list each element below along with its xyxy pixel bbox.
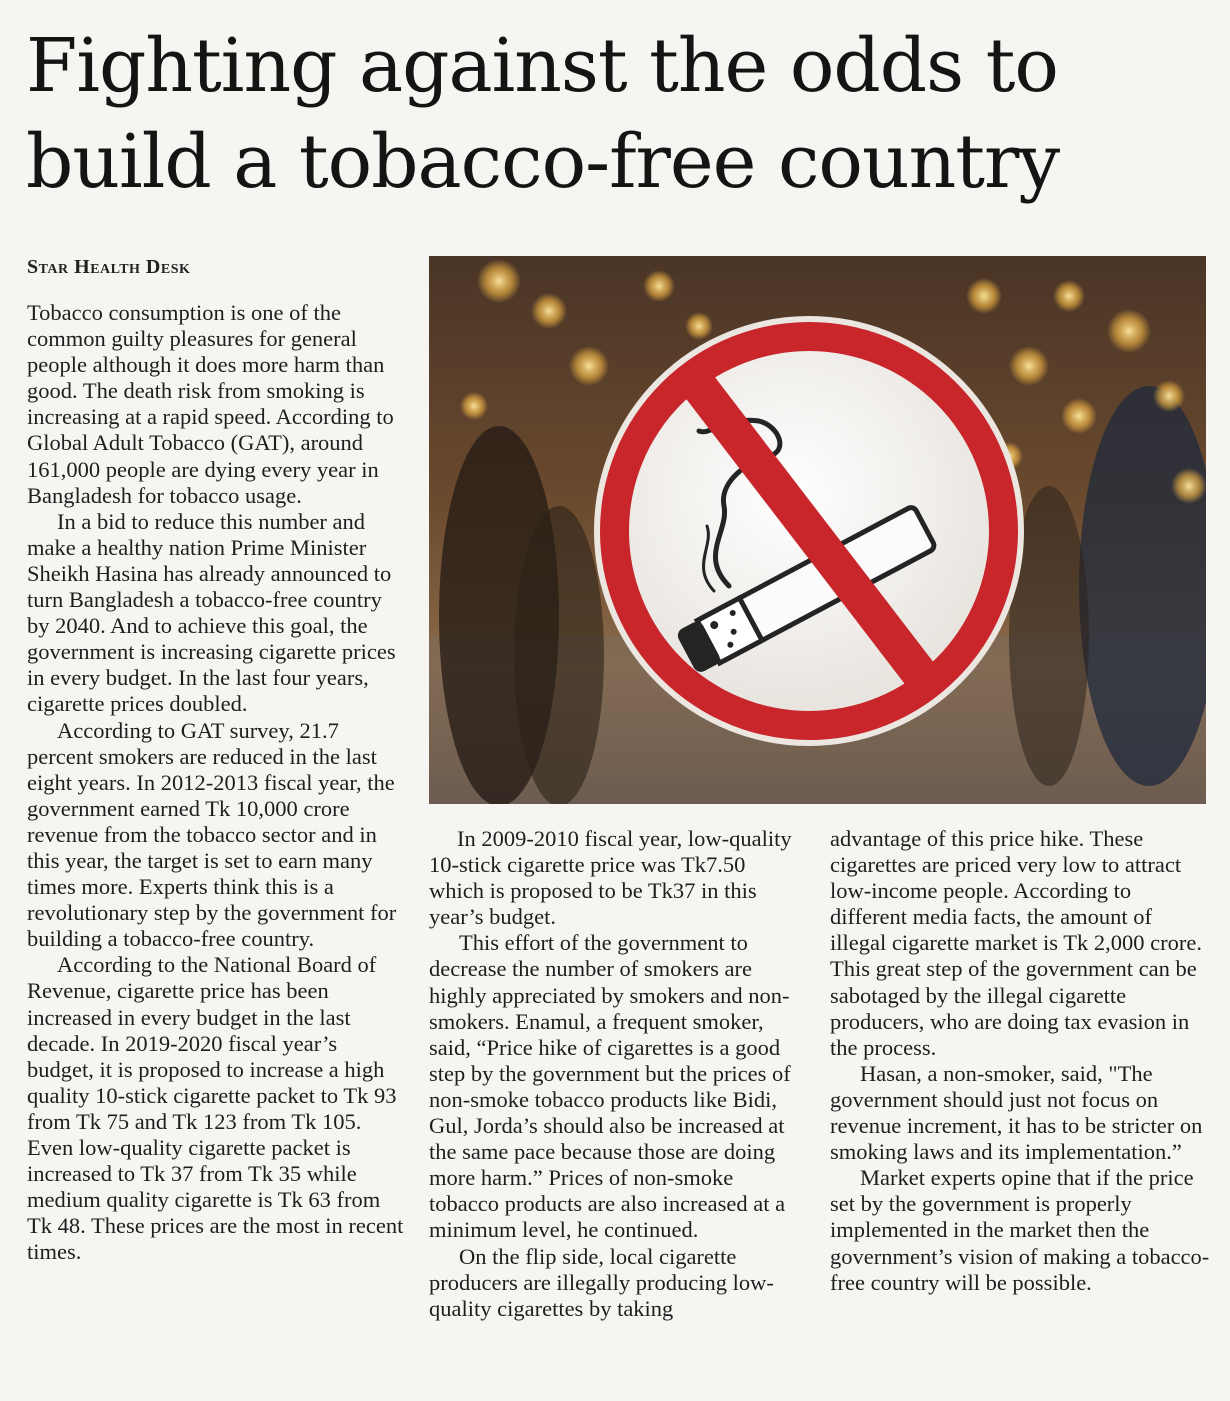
article-column-3 (830, 826, 1210, 1296)
paragraph: According to the National Board of Revenue, cigarette price has been increased in every budget in the last decade. In 2019-2020 fiscal year’s budget, it is proposed to increase a high quality 10-stick cigarette packet to Tk 93 from Tk 75 and Tk 123 from Tk 105. Even low-quality cigarette packet is increased to Tk 37 from Tk 35 while medium quality cigarette is Tk 63 from Tk 48. These prices are the most in recent times. (27, 952, 404, 1265)
headline (26, 18, 1216, 210)
paragraph: Tobacco consumption is one of the common guilty pleasures for general people although it does more harm than good. The death risk from smoking is increasing at a rapid speed. According to Global Adult Tobacco (GAT), around 161,000 people are dying every year in Bangladesh for tobacco usage. (27, 300, 394, 508)
paragraph: On the flip side, local cigarette producers are illegally producing low-quality cigarettes by taking (429, 1243, 774, 1321)
byline: Star Health Desk (27, 256, 191, 278)
no-smoking-icon (429, 256, 1206, 804)
article-column-2 (429, 826, 801, 1322)
article-photo (429, 256, 1206, 804)
headline-line-1: Fighting against the odds to (26, 23, 1058, 109)
paragraph: advantage of this price hike. These cigarettes are priced very low to attract low-income people. According to different media facts, the amount of illegal cigarette market is Tk 2,000 crore. This great step of the government can be sabotaged by the illegal cigarette producers, who are doing tax evasion in the process. (830, 826, 1202, 1060)
headline-line-2: build a tobacco-free country (26, 119, 1060, 205)
paragraph: According to GAT survey, 21.7 percent smokers are reduced in the last eight years. In 2012-2013 fiscal year, the government earned Tk 10,000 crore revenue from the tobacco sector and in this year, the target is set to earn many times more. Experts think this is a revolutionary step by the government for building a tobacco-free country. (27, 717, 397, 952)
paragraph: Market experts opine that if the price set by the government is properly implemented in the market then the government’s vision of making a tobacco-free country will be possible. (830, 1165, 1210, 1295)
paragraph: This effort of the government to decrease the number of smokers are highly appreciated by smokers and non-smokers. Enamul, a frequent smoker, said, “Price hike of cigarettes is a good step by the government but the prices of non-smoke tobacco products like Bidi, Gul, Jorda’s should also be increased at the same pace because those are doing more harm.” Prices of non-smoke tobacco products are also increased at a minimum level, he continued. (429, 930, 791, 1243)
article-column-1 (27, 300, 405, 1265)
paragraph: In a bid to reduce this number and make a healthy nation Prime Minister Sheikh Hasina has already announced to turn Bangladesh a tobacco-free country by 2040. And to achieve this goal, the government is increasing cigarette prices in every budget. In the last four years, cigarette prices doubled. (27, 508, 396, 717)
paragraph: Hasan, a non-smoker, said, "The government should just not focus on revenue increment, it has to be stricter on smoking laws and its implementation.” (830, 1060, 1203, 1165)
paragraph: In 2009-2010 fiscal year, low-quality 10-stick cigarette price was Tk7.50 which is proposed to be Tk37 in this year’s budget. (429, 826, 792, 930)
